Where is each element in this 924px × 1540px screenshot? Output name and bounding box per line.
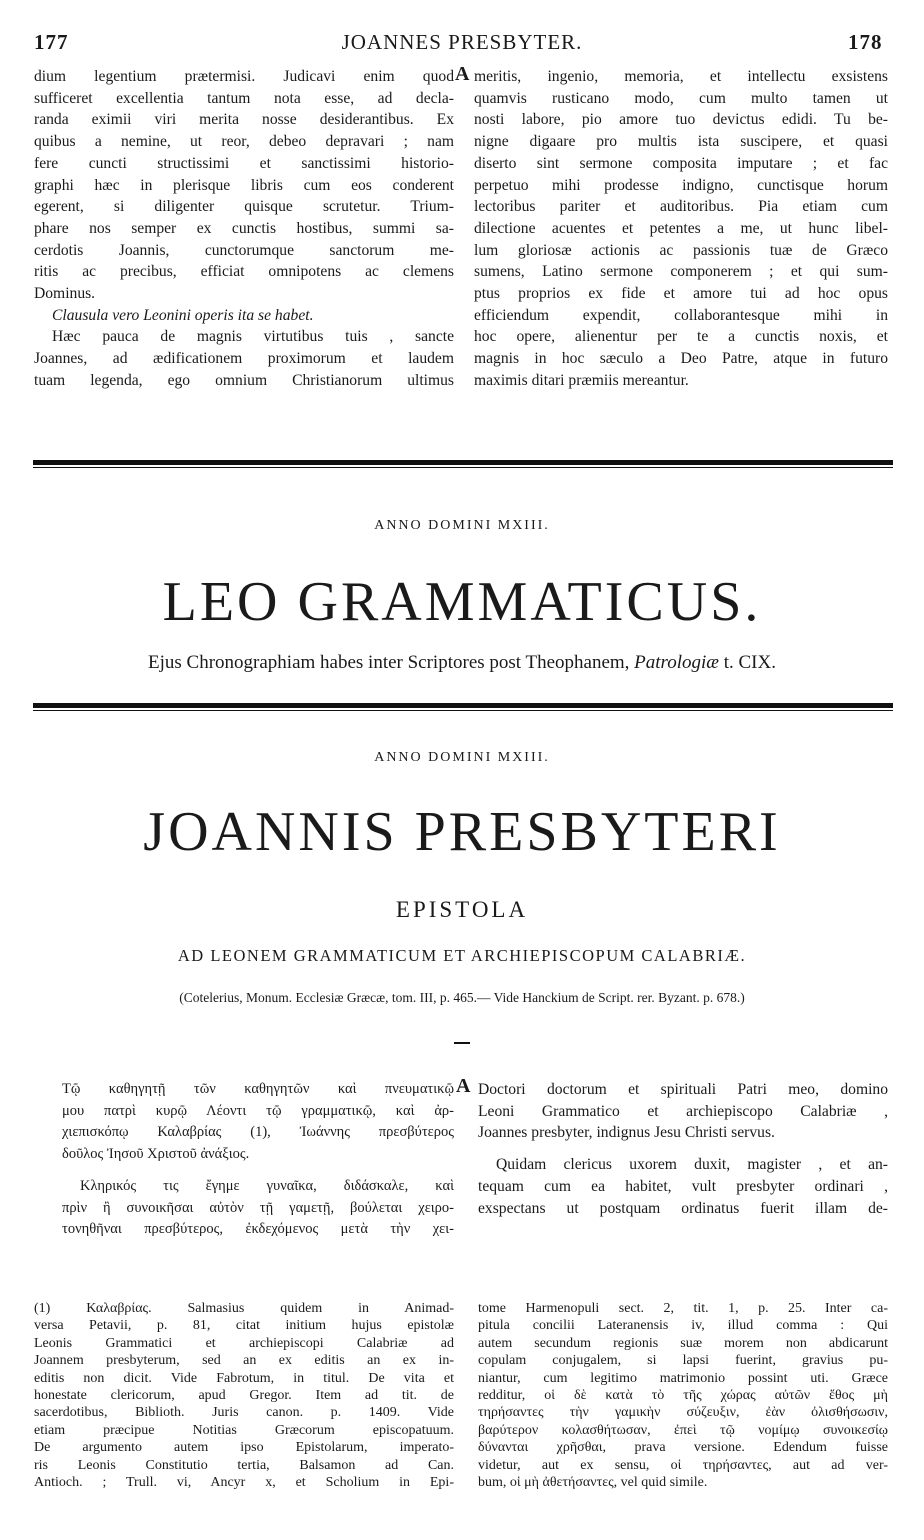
latin-line: Joannes presbyter, indignus Jesu Christi servus. [478,1124,775,1142]
greek-line: Κληρικός τις ἔγημε γυναῖκα, διδάσκαλε, καὶ [80,1177,454,1194]
note-italic: Patrologiæ [634,652,719,673]
footnote-line: βαρύτερον κολασθήτωσαν, ἐπεὶ τῷ νομίμῳ συνοικεσίῳ [478,1422,888,1438]
greek-line: δοῦλος Ἰησοῦ Χριστοῦ ἀνάξιος. [62,1146,250,1163]
body-line: dium legentium prætermisi. Judicavi enim quod [34,68,454,85]
anno-domini-2: ANNO DOMINI MXIII. [374,750,550,765]
latin-line: tequam cum ea habitet, vult presbyter ordinari , [478,1177,888,1195]
footnote-line: honestate clericorum, apud Gregor. Item ad tit. de [34,1388,454,1404]
section-rule [33,703,893,711]
body-line: perpetuo mihi prodesse indigno, cunctisque horum [474,176,888,194]
latin-line: Leoni Grammatico et archiepiscopo Calabriæ , [478,1102,888,1120]
margin-marker-a-2: A [456,1075,471,1097]
body-line: magnis in hoc sæculo a Deo Patre, atque in futuro [474,350,888,368]
note-end: t. CIX. [723,652,776,673]
greek-line: Τῷ καθηγητῇ τῶν καθηγητῶν καὶ πνευματικῷ [62,1081,454,1097]
body-line: Joannes, ad ædificationem proximorum et laudem [34,350,454,368]
latin-line: Quidam clericus uxorem duxit, magister , et an- [496,1156,888,1174]
footnote-line: copulam conjugalem, si lapsi fuerint, gravius pu- [478,1353,888,1369]
page-number-right: 178 [848,30,883,54]
footnote-line: editis non dicit. Vide Fabrotum, in titul. De vita et [34,1370,454,1386]
footnote-left [34,1300,454,1491]
footnote-right [478,1300,888,1491]
footnote-line: autem secundum regionis suæ morem non abdicarunt [478,1335,888,1351]
body-line: Dominus. [34,285,96,303]
footnote-line: Joannem presbyterum, sed an ex editis an ex in- [34,1353,454,1369]
section-note-leo [0,652,924,674]
body-line: sufficeret excellentia tantum nota esse, ad decla- [34,89,454,107]
body-line: cerdotis Joannis, cunctorumque sanctorum me- [34,241,454,259]
latin-line: exspectans ut postquam ordinatus fuerit illam de- [478,1199,888,1217]
footnote-line: De argumento autem ipso Epistolarum, imperato- [34,1440,454,1456]
footnote-line: δύνανται χρῆσθαι, prava versione. Edendum fuisse [478,1440,888,1456]
body-line: ritis ac precibus, efficiat omnipotens ac clemens [34,263,454,281]
greek-line: χιεπισκόπῳ Καλαβρίας (1), Ἰωάννης πρεσβύτερος [62,1124,454,1141]
footnote-line: τηρήσαντες τὴν γαμικὴν σύζευξιν, ἐὰν ὀλισθήσωσιν, [478,1405,888,1421]
body-line: quamvis rusticano modo, cum multo tamen ut [474,89,888,107]
section-subtitle2: AD LEONEM GRAMMATICUM ET ARCHIEPISCOPUM CALABRIÆ. [177,946,747,965]
body-line: diserto sint sermone composita imputare ; et fac [474,154,888,172]
greek-line: πρὶν ἢ συνοικῆσαι αὐτὸν τῇ γαμετῇ, βούλεται χειρο- [62,1199,454,1216]
page-number-left: 177 [34,30,69,54]
body-line: randa eximii viri merita nosse desiderantibus. Ex [34,111,454,129]
anno-domini-1: ANNO DOMINI MXIII. [374,518,550,533]
section-rule [33,460,893,468]
body-line: ptus proprios ex fide et amore tui ad hoc opus [474,285,888,303]
paragraph-gap [478,1144,888,1154]
clausula-line: Clausula vero Leonini operis ita se habet. [52,306,314,324]
top-left-column [34,66,454,392]
body-line: maximis ditari præmiis mereantur. [474,371,689,389]
margin-marker-a: A [455,63,470,85]
body-line: meritis, ingenio, memoria, et intellectu exsistens [474,68,888,85]
body-line: nosti labore, pio amore tuo devictus edidi. Tu be- [474,111,888,129]
body-line: tuam legenda, ego omnium Christianorum ultimus [34,371,454,389]
short-rule [454,1042,470,1044]
footnote-line: pitula concilii Lateranensis iv, illud comma : Qui [478,1318,888,1334]
latin-line: Doctori doctorum et spirituali Patri meo, domino [478,1081,888,1098]
footnote-line: Antioch. ; Trull. vi, Ancyr x, et Scholium in Epi- [34,1475,454,1491]
running-header-title: JOANNES PRESBYTER. [341,30,583,54]
body-line: dilectione acuentes et petentes a me, ut hunc libel- [474,219,888,237]
note-text: Ejus Chronographiam habes inter Scriptores post Theophanem, [148,652,630,673]
body-line: lectoribus pariter et auditoribus. Pia etiam cum [474,198,888,216]
greek-line: τονηθῆναι πρεσβύτερος, ἐκδεχόμενος μετὰ τὴν χει- [62,1221,454,1238]
body-line: hoc opere, alienentur per te a cunctis noxis, et [474,328,888,346]
body-line: Hæc pauca de magnis virtutibus tuis , sancte [52,328,454,346]
footnote-line: etiam præcipue Notitias Græcorum episcopatuum. [34,1422,454,1438]
section-title-joannis: JOANNIS PRESBYTERI [143,801,781,863]
footnote-line: tome Harmenopuli sect. 2, tit. 1, p. 25. Inter ca- [478,1301,888,1316]
footnote-line: ris Leonis Constitutio tertia, Balsamon ad Can. [34,1457,454,1473]
body-line: efficiendum expendit, collaborantesque mihi in [474,306,888,324]
latin-column [478,1079,888,1219]
footnote-line: bum, οἱ μὴ ἀθετήσαντες, vel quid simile. [478,1475,708,1491]
footnote-line: sacerdotibus, Biblioth. Juris canon. p. 1409. Vide [34,1405,454,1421]
body-line: sumens, Latino sermone componerem ; et qui sum- [474,263,888,281]
body-line: lum gloriosæ actionis ac passionis tuæ de Græco [474,241,888,259]
section-subtitle: EPISTOLA [395,897,529,922]
greek-column [62,1079,454,1241]
body-line: quibus a nemine, ut reor, debeo depravari ; nam [34,133,454,151]
section-source: (Cotelerius, Monum. Ecclesiæ Græcæ, tom. III, p. 465.— Vide Hanckium de Script. rer. Byzant. p. 678.) [179,990,745,1005]
footnote-line: redditur, οἱ δὲ κατὰ τὸ τῆς χώρας αὐτῶν ἔθος μὴ [478,1388,888,1404]
body-line: phare nos semper ex cunctis hostibus, summi sa- [34,219,454,237]
footnote-line: Leonis Grammatici et archiepiscopi Calabriæ ad [34,1335,454,1351]
section-title-leo: LEO GRAMMATICUS. [162,571,762,633]
greek-line: μου πατρὶ κυρῷ Λέοντι τῷ γραμματικῷ, καὶ ἀρ- [62,1102,454,1119]
footnote-line: videtur, aut ex sensu, οἱ τηρήσαντες, aut ad ver- [478,1457,888,1473]
footnote-line: niantur, cum legitimo matrimonio possint uti. Græce [478,1370,888,1386]
body-line: graphi hæc in plerisque libris cum eos conderent [34,176,454,194]
paragraph-gap [62,1166,454,1176]
top-right-column [474,66,888,392]
footnote-line: (1) Καλαβρίας. Salmasius quidem in Animad- [34,1301,454,1316]
body-line: egerent, si diligenter quisque scrutetur. Trium- [34,198,454,216]
body-line: fere cuncti structissimi et sanctissimi historio- [34,154,454,172]
footnote-line: versa Petavii, p. 81, citat initium hujus epistolæ [34,1318,454,1334]
body-line: nigne digaare pro multis ista suscipere, et quasi [474,133,888,151]
